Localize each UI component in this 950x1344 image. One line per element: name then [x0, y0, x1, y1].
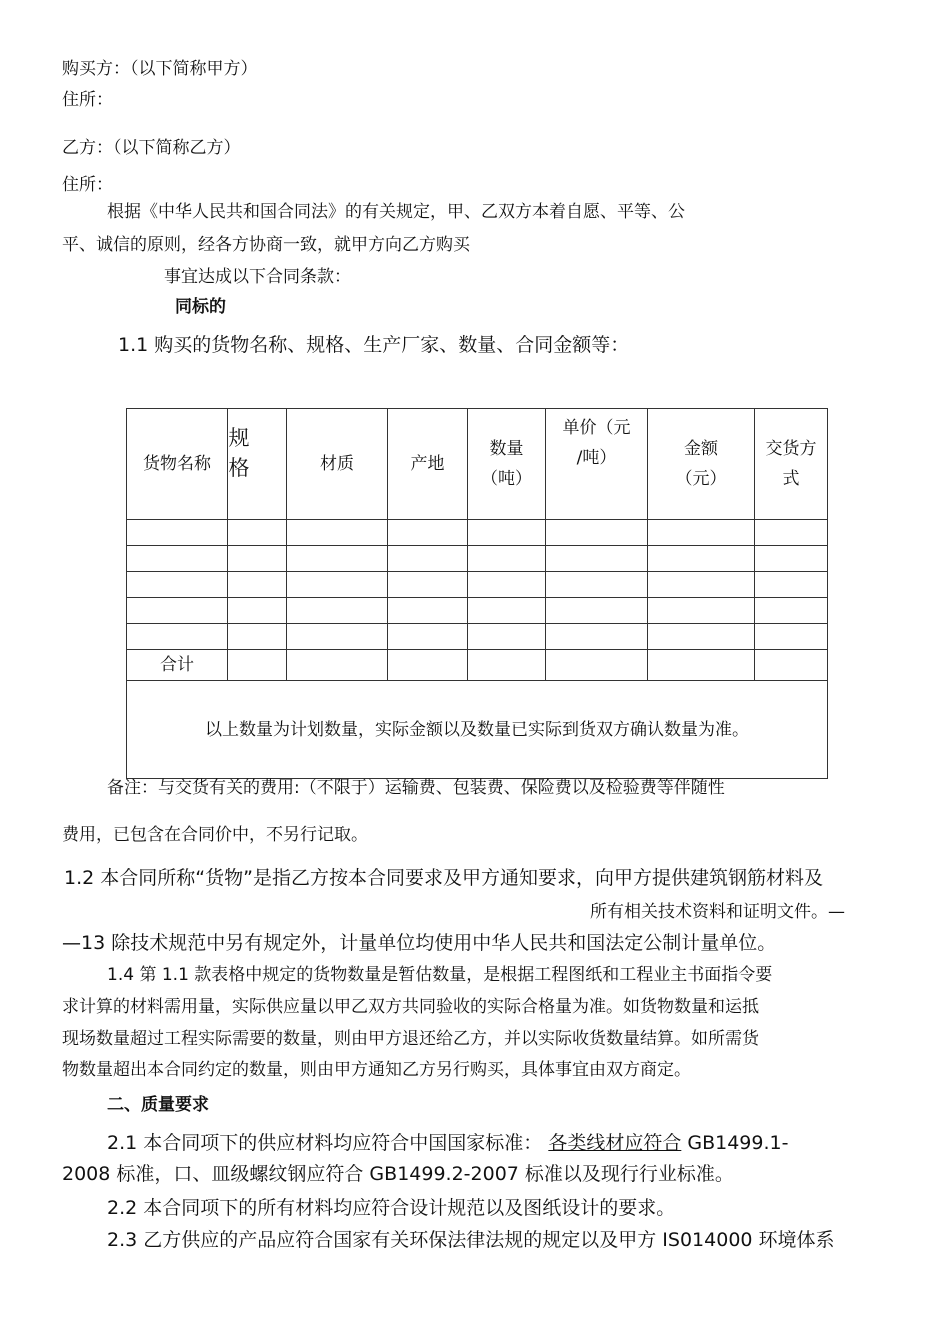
- total-label: 合计: [127, 650, 228, 681]
- preamble-line-3: 事宜达成以下合同条款：: [164, 267, 351, 287]
- clause-1-4-b: 求计算的材料需用量，实际供应量以甲乙双方共同验收的实际合格量为准。如货物数量和运抵: [62, 997, 759, 1017]
- seller-address: 住所：: [62, 175, 113, 195]
- header-name: 货物名称: [127, 409, 228, 520]
- clause-1-2-a-text: 1.2 本合同所称“货物”是指乙方按本合同要求及甲方通知要求，向甲方提供建筑钢筋材料及: [64, 867, 823, 889]
- header-qty-label: 数量: [489, 439, 524, 459]
- preamble-line-1: 根据《中华人民共和国合同法》的有关规定，甲、乙双方本着自愿、平等、公: [107, 202, 685, 222]
- table-total-row: [127, 650, 828, 681]
- table-note-row: [127, 681, 828, 779]
- table-note: 以上数量为计划数量，实际金额以及数量已实际到货双方确认数量为准。: [127, 681, 828, 779]
- clause-2-1-a-pre: 2.1 本合同项下的供应材料均应符合中国国家标准：: [107, 1132, 543, 1154]
- clause-1-4-c: 现场数量超过工程实际需要的数量，则由甲方退还给乙方，并以实际收货数量结算。如所需货: [62, 1029, 759, 1049]
- header-amount: [648, 409, 755, 520]
- header-price: [546, 409, 648, 520]
- remarks-line-1: 备注：与交货有关的费用:（不限于）运输费、包装费、保险费以及检验费等伴随性: [107, 778, 725, 798]
- clause-1-2-a: [64, 867, 823, 890]
- clause-1-4-d: 物数量超出本合同约定的数量，则由甲方通知乙方另行购买，具体事宜由双方商定。: [62, 1060, 691, 1080]
- header-material: 材质: [287, 409, 388, 520]
- table-row: [127, 520, 828, 546]
- table-header-row: [127, 409, 828, 520]
- header-delivery-label: 交货方: [765, 439, 817, 459]
- clause-1-1-text: 1.1 购买的货物名称、规格、生产厂家、数量、合同金额等：: [118, 334, 630, 356]
- buyer-line: 购买方：（以下简称甲方）: [62, 59, 258, 79]
- clause-2-2: 2.2 本合同项下的所有材料均应符合设计规范以及图纸设计的要求。: [107, 1197, 676, 1219]
- header-delivery-label-2: 式: [782, 469, 800, 489]
- table-row: [127, 598, 828, 624]
- clause-2-3: 2.3 乙方供应的产品应符合国家有关环保法律法规的规定以及甲方 IS014000 环境体系: [107, 1229, 835, 1251]
- remarks-line-2: 费用，已包含在合同价中，不另行记取。: [62, 825, 368, 845]
- preamble-line-2: 平、诚信的原则，经各方协商一致，就甲方向乙方购买: [62, 235, 470, 255]
- clause-1-2-b: 所有相关技术资料和证明文件。—: [590, 902, 845, 922]
- clause-2-1-a: [107, 1132, 788, 1154]
- buyer-address: 住所：: [62, 90, 113, 110]
- header-price-unit: /吨）: [576, 448, 617, 468]
- clause-1-3-text: —13 除技术规范中另有规定外，计量单位均使用中华人民共和国法定公制计量单位。: [62, 932, 777, 954]
- table-row: [127, 546, 828, 572]
- header-amount-label: 金额: [684, 439, 718, 459]
- table-row: [127, 624, 828, 650]
- header-price-label: 单价（元: [562, 418, 631, 438]
- table-row: [127, 572, 828, 598]
- clause-2-1-a-post: GB1499.1-: [687, 1132, 789, 1154]
- header-amount-unit: （元）: [675, 469, 727, 489]
- header-delivery: [755, 409, 828, 520]
- header-qty-unit: （吨）: [481, 469, 532, 489]
- section-2-title: 二、质量要求: [107, 1095, 209, 1115]
- header-origin: 产地: [388, 409, 468, 520]
- section-1-title: 同标的: [175, 297, 226, 317]
- clause-2-1-b: 2008 标准，口、皿级螺纹钢应符合 GB1499.2-2007 标准以及现行行业标准。: [62, 1163, 734, 1185]
- header-spec-text: 规格: [228, 426, 250, 480]
- header-qty: [468, 409, 546, 520]
- clause-2-1-a-underlined: 各类线材应符合: [548, 1132, 682, 1154]
- header-spec: [228, 409, 287, 520]
- seller-line: 乙方：（以下简称乙方）: [62, 138, 241, 158]
- goods-table: [126, 408, 828, 779]
- clause-1-3: [62, 932, 776, 955]
- clause-1-1: [118, 334, 629, 357]
- clause-1-4-a: 1.4 第 1.1 款表格中规定的货物数量是暂估数量，是根据工程图纸和工程业主书面指令要: [107, 965, 773, 985]
